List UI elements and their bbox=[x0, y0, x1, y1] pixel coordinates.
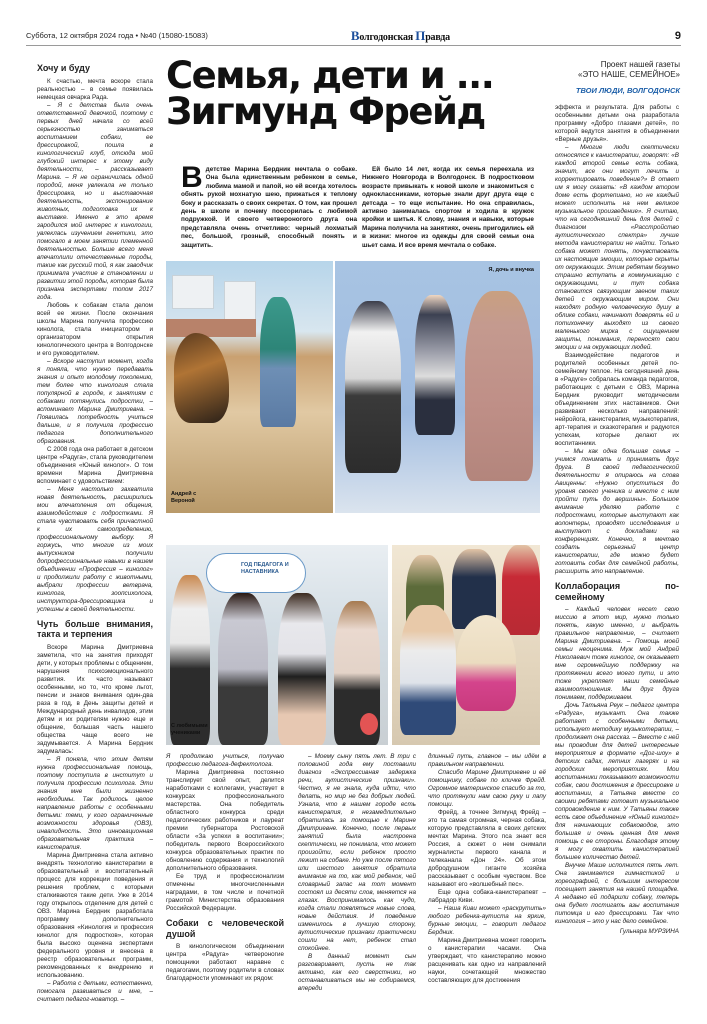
lead-text-2: Ей было 14 лет, когда их семья переехала из Нижнего Новгорода в Волгодонск. В подростковом возрасте привыкать к новой школе и знакомиться с одноклассниками, которые знали друг друга еще с детсада – то еще испытание. Но она справилась, активно занималась спортом и ходила в кружок кройки и шитья. К слову, знания и навыки, которые Марина получила на занятиях, очень пригодились ей в жизни: многое из одежды для своей семьи она шьет сама. И все время мечтала о собаке. bbox=[362, 166, 534, 249]
page-number: 9 bbox=[674, 29, 681, 42]
headline-line-1: Семья, дети и ... bbox=[166, 54, 494, 97]
lead-paragraph-2 bbox=[362, 166, 534, 250]
lead-paragraph-1 bbox=[181, 161, 357, 250]
column-right bbox=[555, 104, 679, 936]
paragraph: Взаимодействие педагогов и родителей особенных детей по-семейному теплое. На сегодняшний день в «Радуге» собралась команда педагогов, работающих с детьми с ОВЗ, Марина Бердник руководит методическим объединением этих наставников. Они развивают несколько направлений: нейройога, канистерапия, музыкотерапия, арт-терапия и сказкотерапия и радуются успехам, которые делают их воспитанники. bbox=[555, 352, 679, 447]
subheading-collaboration: Коллаборация по-семейному bbox=[555, 581, 679, 602]
quote-paragraph: – Каждый человек несет свою миссию в этот мир, нужно только понять, какую именно, и выбрать правильное направление, – считает Марина Дмитриевна. – Помощь моей семьи неоценима. Муж мой Андрей Николаевич тоже кинолог, он оказывает мне огромнейшую поддержку на протяжении всего моего пути, и это тоже укрепляет наши семейные взаимоотношения. Мы друг друга понимаем, поддерживаем. bbox=[555, 606, 679, 701]
caption-family: Я, дочь и внучка bbox=[488, 267, 534, 273]
column-middle-3 bbox=[428, 753, 546, 985]
balloon-shape bbox=[360, 713, 378, 735]
caption-dog: Андрей с Вероной bbox=[171, 491, 197, 504]
man-figure bbox=[260, 297, 296, 427]
woman-figure bbox=[345, 301, 401, 473]
quote-paragraph: Спасибо Марине Дмитриевне и её помощнику, собаке по кличке Фрейд. Огромное материнское спасибо за то, что протянули нам свою руку и лапу помощи. bbox=[428, 769, 546, 808]
paragraph: эффекта и результата. Для работы с особенными детьми она разработала программу «Добро глазами детей», по которой ведутся занятия в объединении «Верные друзья». bbox=[555, 104, 679, 143]
project-line-1: Проект нашей газеты bbox=[600, 60, 680, 69]
paragraph: Вскоре Марина Дмитриевна заметила, что на занятия приходят дети, у которых проблемы с общением, нарушения психоэмоционального развития. Их часто называют особенными, но то, что кроме льгот, пенсии и знаков внимания один-два раза в год, в День защиты детей и Международный день инвалидов, этим детям и их родителям нужно еще и общение, большая часть нашего общества чаще всего не задумывается. А Марина Бердник задумалась: bbox=[37, 643, 153, 755]
quote-paragraph: – Я поняла, что этим детям нужна профессиональная помощь, поэтому поступила в институт и получила профессию психолога. Эти знания мне были жизненно необходимы. Так родилось целое направление работы с особенными детьми: теми, у кого ограниченные возможности здоровья (ОВЗ), инвалидность. Это инновационная образовательная практика – канистерапия. bbox=[37, 755, 153, 851]
photo-students bbox=[166, 545, 388, 745]
paragraph: С 2008 года она работает в детском центре «Радуга», стала руководителем объединения «Юный кинолог». О том времени Марина Дмитриевна вспоминает с удовольствием: bbox=[37, 445, 153, 485]
quote-paragraph: – Вскоре наступил момент, когда я поняла, что нужно передавать знания и опыт молодому поколению, тем более что кинология стала популярной в городе, к занятиям с собаками потянулись подростки, – вспоминает Марина Дмитриевна. – Появилась потребность учиться дальше, и я получила профессию педагога дополнительного образования. bbox=[37, 357, 153, 445]
building-shape bbox=[224, 281, 256, 321]
paragraph: Марина Дмитриевна может говорить о канистерапии часами. Она утверждает, что канистерапию можно расценивать как одно из направлений науки, сочетающей множество составляющих для достижения bbox=[428, 937, 546, 984]
photo-man-with-dog bbox=[166, 261, 333, 513]
logo-cap-2: П bbox=[415, 27, 426, 43]
quote-paragraph: – Мы как одна большая семья – учимся понимать и принимать друг друга. В своей педагогической деятельности я опираюсь на слова Авиценны: «Нужно опуститься до уровня своего ученика и вместе с ним пройти путь до вершины». Большое внимание уделяю работе с подростками, которые выступают как волонтеры, проводят исследования и выступают с докладами на конференциях. Конечно, я мечтаю создать серьезный центр канистерапии, где можно будет готовить собак для семейной работы, расширить это направление. bbox=[555, 448, 679, 575]
building-shape bbox=[172, 275, 214, 309]
quote-paragraph: длинный путь, главное – мы идём в правильном направлении. bbox=[428, 753, 546, 768]
headline-line-2: Зигмунд Фрейд bbox=[166, 90, 485, 133]
paragraph: Ее труд и профессионализм отмечены многочисленными наградами, в том числе и почетной грамотой Министерства образования Российской Федерации. bbox=[166, 873, 284, 912]
issue-date: Суббота, 12 октября 2024 года • №40 (15080-15083) bbox=[26, 31, 208, 40]
subheading-attention: Чуть больше внимания, такта и терпения bbox=[37, 618, 153, 639]
quote-paragraph: В данный момент сын разговаривает, пусть не так активно, как его сверстники, но останавливаться мы не собираемся, впереди bbox=[298, 953, 416, 992]
subheading-want: Хочу и буду bbox=[37, 63, 90, 73]
quote-paragraph: Внучке Маше исполнится пять лет. Она занимается гимнастикой и хореографией, с большим интересом посещает занятия на нашей площадке. А недавно ей подарили собаку, теперь она будет постигать азы воспитания питомца и его дрессировки. Так что кинология – это у нас дело семейное. bbox=[555, 862, 679, 925]
quote-paragraph: – Меня настолько захватила новая деятельность, расширились мои впечатления от общения, взаимодействия с подростками. Я стала чувствовать себя причастной к их самоопределению, профессиональному выбору. Я горжусь, что многие из моих выпускников получили допрофессиональные навыки в нашем объединении «Профессия – кинолог» и продолжили работу с животными, выбрали профессии ветврача, кинолога, зоопсихолога, инструктора-дрессировщика и успешны в своей деятельности. bbox=[37, 485, 153, 613]
dog-figure bbox=[174, 333, 229, 423]
student-figure bbox=[278, 593, 326, 745]
photo-family bbox=[335, 261, 540, 513]
quote-paragraph: – Моему сыну пять лет. В три с половиной года ему поставили диагноз «Экспрессивная задержка речи, аутистические признаки». Честно, я не знала, куда идти, что делать, но мир не без добрых людей. Узнала, что в нашем городе есть канистерапия, я незамедлительно обратилась за помощью к Марине Дмитриевне. Конечно, после первых занятий была настроена скептически, не понимала, что может произойти, если ребенок просто лежит на собаке. Но уже после пятого или шестого занятия обратила внимание на то, как мой ребенок, чей словарный запас на тот момент состоял из десяти слов, меняется на глазах. Воспринималось как чудо, когда стали появляться новые слова, новые действия. И поведение изменилось в лучшую сторону, аутистические признаки практически сошли на нет, ребенок стал спокойнее. bbox=[298, 753, 416, 952]
adult-figure bbox=[502, 545, 540, 635]
paragraph: Марина Дмитриевна постоянно транслирует свой опыт, делится наработками с коллегами, участвует в конкурсах профессионального мастерства. Она победитель областного конкурса среди педагогических работников и лауреат премии губернатора Ростовской области «За успехи в воспитании»; победитель первого Всероссийского конкурса образовательных практик по обновлению содержания и технологий дополнительного образования. bbox=[166, 769, 284, 872]
labrador-figure bbox=[456, 615, 516, 711]
author-signature: Гульнара МУРЗИНА bbox=[619, 928, 679, 935]
masthead bbox=[26, 26, 681, 46]
banner-shape bbox=[206, 553, 306, 593]
quote-paragraph: Я продолжаю учиться, получаю профессию педагога-дефектолога. bbox=[166, 753, 284, 768]
paragraph: В кинологическом объединении центра «Радуга» четвероногие помощники работают наравне с педагогами, поэтому родители в словах благодарности упоминают их рядом: bbox=[166, 943, 284, 982]
drop-cap: В bbox=[181, 161, 203, 194]
banner-text: ГОД ПЕДАГОГА И НАСТАВНИКА bbox=[241, 562, 289, 575]
photo-kids-with-labrador bbox=[392, 545, 540, 745]
rubric-label: ТВОИ ЛЮДИ, ВОЛГОДОНСК bbox=[575, 86, 680, 95]
quote-paragraph: – Наша Киви может «раскрутить» любого ребенка-аутиста на яркие, бурные эмоции, – говорит педагог Бердник. bbox=[428, 905, 546, 936]
paragraph: Любовь к собакам стала делом всей ее жизни. После окончания школы Марина получила профессию кинолога, стала инициатором и организатором открытия кинологического центра в Волгодонске и его руководителем. bbox=[37, 301, 153, 357]
woman-pink-figure bbox=[465, 291, 533, 481]
column-middle-1 bbox=[166, 753, 284, 983]
newspaper-logo bbox=[246, 28, 675, 44]
paragraph: Фрейд, а точнее Зигмунд Фрейд – это та самая огромная, черная собака, которую представляла в своих детских мечтах Марина. Этого пса знает вся Россия, а сюжет о нем снимали журналисты первого канала и телеканала «Дон 24». Об этом добродушном гиганте хозяйка рассказывает с особым чувством. Все называют его «волшебный пес». bbox=[428, 809, 546, 888]
quote-paragraph: – Я с детства была очень ответственной девочкой, поэтому с первых дней начала со всей серьезностью заниматься воспитанием собаки, ее дрессировкой, пошла в кинологический клуб, отсюда мой глубокий интерес к этому виду деятельности, – рассказывает Марина. – Я не ограничилась одной породой, меня увлекала не только дрессировка, но и выставочная деятельность, экспонирование животных, подготовка их к выставке. Именно в это время зародился мой интерес к кинологии, увлеклась изучением генетики, это помогало в моем занятии племенной деятельностью. Больше всего меня впечатлили отечественные породы, такие как русский той, я как заводчик принимала участие в становлении и развитии этой породы, которая была признана экспертами топом 2017 года. bbox=[37, 101, 153, 301]
paragraph: К счастью, мечта вскоре стала реальностью – в семье появилась немецкая овчарка Рада. bbox=[37, 77, 153, 101]
lead-text-1: детстве Марина Бердник мечтала о собаке. Она была единственным ребенком в семье, любима мамой и папой, но ей всегда хотелось обнять рукой мохнатую шею, прижаться к теплому боку и рассказать о своих секретах. О том, как прошел день в школе и почему поссорилась с любимой подружкой. И своего четвероногого друга она представляла очень отчетливо: черный лохматый пес, большой, грозный, способный понять и защитить. bbox=[181, 166, 357, 249]
logo-rest-1: олгодонская bbox=[359, 31, 416, 43]
caption-students: С любимыми учениками bbox=[171, 723, 208, 736]
quote-paragraph: – Работа с детьми, естественно, помогала развиваться и мне, – считает педагог-новатор. – bbox=[37, 979, 153, 1003]
project-line-2: «ЭТО НАШЕ, СЕМЕЙНОЕ» bbox=[577, 70, 680, 79]
logo-rest-2: равда bbox=[425, 31, 450, 43]
paragraph: Марина Дмитриевна стала активно внедрять технологию канистерапии в образовательный и воспитательный процесс для коррекции поведения и решения проблем, с которыми сталкиваются такие дети. Уже в 2014 году открылось отделение для детей с ОВЗ. Марина Бердник разработала программу дополнительного образования «Кинология и профессия кинолог для подростков», которая была высоко оценена экспертами федерального уровня и внесена в реестр образовательных программ, рекомендованных к внедрению и использованию. bbox=[37, 851, 153, 979]
logo-cap-1: В bbox=[350, 27, 360, 43]
quote-paragraph: – Многие люди скептически относятся к канистерапии, говорят: «В каждой второй семье есть собака, значит, все они могут лечить и корректировать поведение?» В ответ им я могу сказать: «В каждом втором доме есть фортепиано, но не каждый может исполнить на нем великое музыкальное произведение». Я считаю, что на сегодняшний день для детей с диагнозом «Расстройство аутистического спектра» лучше метода канистерапии не найти. Только собака может понять, почувствовать их настоящие эмоции, которые скрыты от окружающих. Этим ребятам безумно страшно вступать в коммуникацию с окружающими, и тут собака становится связующим звеном таких детей с окружающим миром. Они находят родную человеческую душу в облике собаки, начинают доверять ей и потихонечку выходят из своего маленького мирка с ощущением защиты, понимания, переносят свои эмоции и на окружающих людей. bbox=[555, 144, 679, 351]
paragraph: Еще одна собака-канистерапевт – лабрадор Киви. bbox=[428, 889, 546, 904]
girl-figure bbox=[415, 295, 455, 435]
boy-figure bbox=[400, 605, 456, 735]
subheading-dogs: Собаки с человеческой душой bbox=[166, 918, 284, 939]
teacher-figure bbox=[218, 593, 268, 745]
student-figure bbox=[170, 575, 210, 745]
column-middle-2 bbox=[298, 753, 416, 993]
brick-wall-shape bbox=[166, 319, 256, 337]
project-rubric bbox=[520, 60, 680, 96]
column-left bbox=[37, 58, 153, 1004]
article-headline bbox=[166, 54, 546, 133]
quote-paragraph: Дочь Татьяна Реук – педагог центра «Радуга», музыкант. Она также работает с особенными детьми, использует методику музыкотерапии, – продолжает она рассказ. – Вместе с ней мы проводим для детей интересные мероприятия в формате «Дог-шоу» в детских садах, летних лагерях и на городских мероприятиях. Мои воспитанники показывают возможности собак, свои достижения в дрессировке и воспитании, а Татьяна вместе со своими ребятами готовит музыкальное сопровождение к ним. У Татьяны также есть свое объединение «Юный кинолог» для начинающих собаководов, это большая и очень ценная для меня помощь с ее стороны. Благодаря этому я могу охватить канистерапией большее количество детей. bbox=[555, 702, 679, 861]
